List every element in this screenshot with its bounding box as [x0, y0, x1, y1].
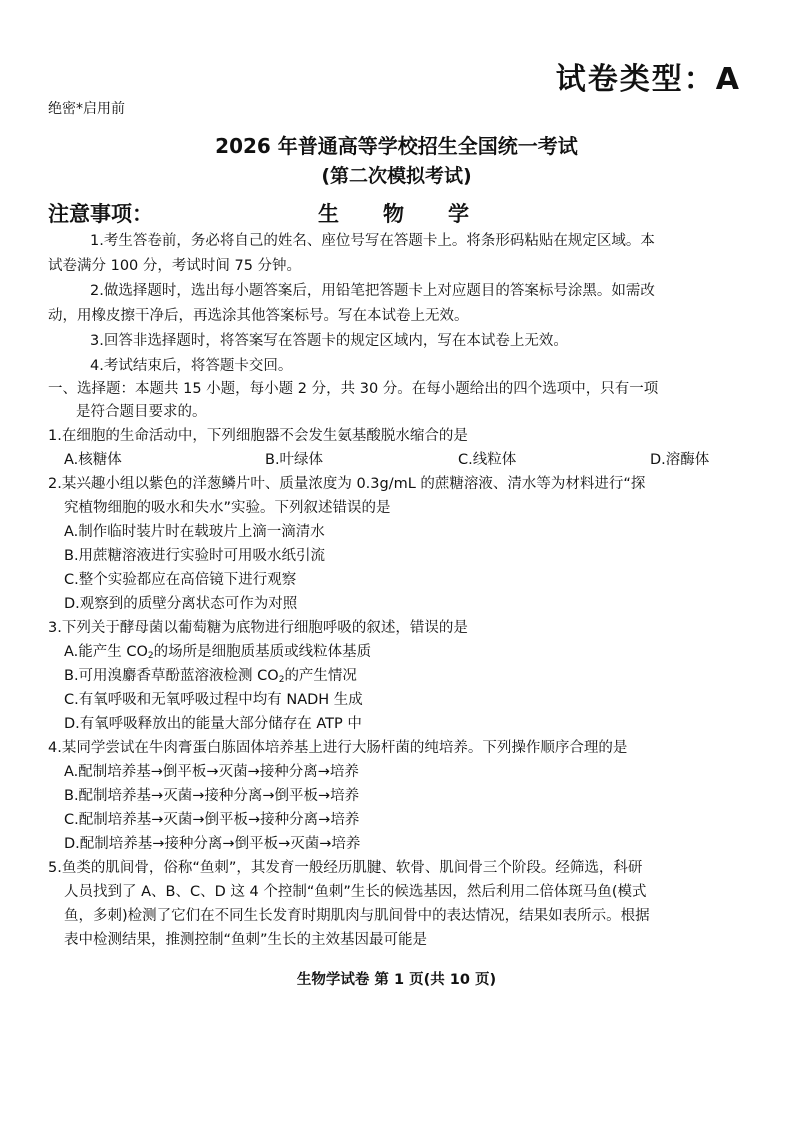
subscript: 2: [278, 675, 285, 685]
subscript: 2: [147, 651, 154, 661]
question-4-option-c: C.配制培养基→灭菌→倒平板→接种分离→培养: [64, 812, 360, 828]
question-4-option-b: B.配制培养基→灭菌→接种分离→倒平板→培养: [64, 788, 360, 804]
question-2-option-d: D.观察到的质壁分离状态可作为对照: [64, 596, 298, 612]
question-4-option-d: D.配制培养基→接种分离→倒平板→灭菌→培养: [64, 836, 361, 852]
section-instructions: 一、选择题：本题共 15 小题，每小题 2 分，共 30 分。在每小题给出的四个选项中，只有一项: [48, 381, 659, 397]
question-4-stem: 4.某同学尝试在牛肉膏蛋白胨固体培养基上进行大肠杆菌的纯培养。下列操作顺序合理的是: [48, 740, 628, 756]
notice-line: 4.考试结束后，将答题卡交回。: [90, 358, 293, 374]
question-1-option-b: B.叶绿体: [265, 452, 324, 468]
question-3-stem: 3.下列关于酵母菌以葡萄糖为底物进行细胞呼吸的叙述，错误的是: [48, 620, 468, 636]
question-3-option-a-pre: A.能产生 CO: [64, 644, 148, 660]
notice-line: 1.考生答卷前，务必将自己的姓名、座位号写在答题卡上。将条形码粘贴在规定区域。本: [90, 233, 655, 249]
question-1-stem: 1.在细胞的生命活动中，下列细胞器不会发生氨基酸脱水缩合的是: [48, 428, 468, 444]
question-3-option-c: C.有氧呼吸和无氧呼吸过程中均有 NADH 生成: [64, 692, 363, 708]
question-3-option-b-post: 的产生情况: [284, 668, 357, 684]
exam-type-label: 试卷类型：A: [555, 62, 741, 97]
notice-line: 动，用橡皮擦干净后，再选涂其他答案标号。写在本试卷上无效。: [48, 308, 469, 324]
question-5-stem-cont: 表中检测结果，推测控制“鱼刺”生长的主效基因最可能是: [64, 932, 428, 948]
question-1-option-d: D.溶酶体: [650, 452, 710, 468]
subject-title: 生物学: [318, 202, 513, 226]
exam-subtitle: (第二次模拟考试): [321, 165, 472, 187]
question-3-option-a-post: 的场所是细胞质基质或线粒体基质: [153, 644, 372, 660]
exam-title: 2026 年普通高等学校招生全国统一考试: [215, 134, 578, 158]
question-5-stem: 5.鱼类的肌间骨，俗称“鱼刺”，其发育一般经历肌腱、软骨、肌间骨三个阶段。经筛选，科研: [48, 860, 643, 876]
question-2-stem: 2.某兴趣小组以紫色的洋葱鳞片叶、质量浓度为 0.3g/mL 的蔗糖溶液、清水等为材料进行“探: [48, 476, 646, 492]
question-2-option-c: C.整个实验都应在高倍镜下进行观察: [64, 572, 297, 588]
question-3-option-d: D.有氧呼吸释放出的能量大部分储存在 ATP 中: [64, 716, 362, 732]
notice-line: 2.做选择题时，选出每小题答案后，用铅笔把答题卡上对应题目的答案标号涂黑。如需改: [90, 283, 655, 299]
question-2-option-b: B.用蔗糖溶液进行实验时可用吸水纸引流: [64, 548, 326, 564]
question-1-option-c: C.线粒体: [458, 452, 517, 468]
question-2-stem-cont: 究植物细胞的吸水和失水”实验。下列叙述错误的是: [64, 500, 391, 516]
notice-line: 3.回答非选择题时，将答案写在答题卡的规定区域内，写在本试卷上无效。: [90, 333, 568, 349]
question-2-option-a: A.制作临时装片时在载玻片上滴一滴清水: [64, 524, 325, 540]
question-4-option-a: A.配制培养基→倒平板→灭菌→接种分离→培养: [64, 764, 359, 780]
section-instructions-cont: 是符合题目要求的。: [76, 404, 207, 420]
question-1-option-a: A.核糖体: [64, 452, 122, 468]
notice-heading: 注意事项：: [48, 202, 153, 226]
page-footer: 生物学试卷 第 1 页(共 10 页): [296, 972, 497, 988]
notice-line: 试卷满分 100 分，考试时间 75 分钟。: [48, 258, 302, 274]
question-5-stem-cont: 人员找到了 A、B、C、D 这 4 个控制“鱼刺”生长的候选基因，然后利用二倍体斑马鱼(模式: [64, 884, 647, 900]
question-3-option-b-pre: B.可用溴麝香草酚蓝溶液检测 CO: [64, 668, 279, 684]
question-5-stem-cont: 鱼，多刺)检测了它们在不同生长发育时期肌肉与肌间骨中的表达情况，结果如表所示。根据: [64, 908, 650, 924]
confidential-label: 绝密*启用前: [48, 101, 125, 117]
